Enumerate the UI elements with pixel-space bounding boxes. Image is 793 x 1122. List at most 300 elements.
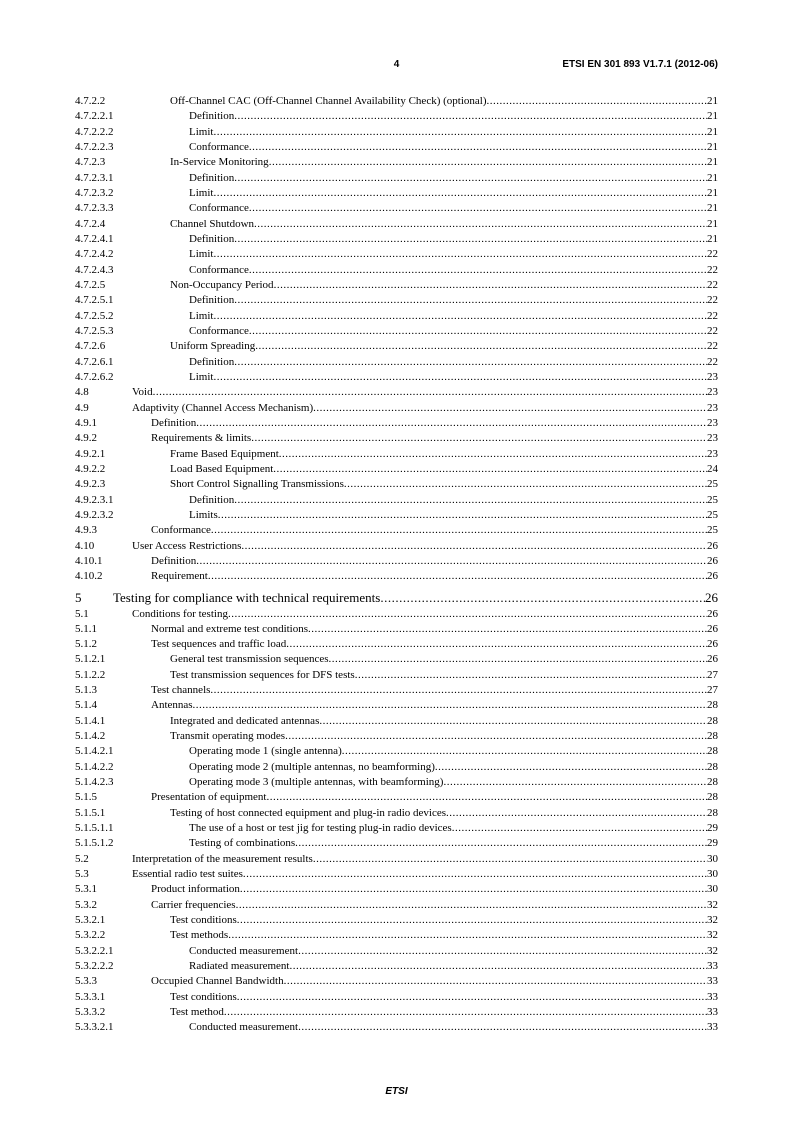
toc-dot-leader: [153, 385, 707, 400]
toc-entry-number: 5.3.3: [75, 975, 97, 988]
table-of-contents: [75, 94, 718, 1036]
toc-entry-page: 22: [707, 324, 718, 337]
toc-entry[interactable]: [75, 554, 718, 569]
toc-dot-leader: [193, 698, 707, 713]
toc-entry-page: 28: [707, 730, 718, 743]
toc-entry-title: Presentation of equipment: [151, 791, 267, 804]
toc-dot-leader: [241, 539, 707, 554]
toc-entry-title: Testing of combinations: [189, 837, 296, 850]
toc-entry-number: 4.7.2.3.2: [75, 186, 114, 199]
toc-entry-title: Test methods: [170, 929, 229, 942]
toc-entry-title: Antennas: [151, 699, 193, 712]
toc-entry-page: 33: [707, 1021, 718, 1034]
toc-entry[interactable]: [75, 493, 718, 508]
toc-entry-title: Essential radio test suites: [132, 868, 243, 881]
toc-entry-title: Definition: [189, 355, 235, 368]
toc-entry-page: 21: [707, 232, 718, 245]
toc-dot-leader: [249, 201, 707, 216]
toc-entry-title: Test conditions: [170, 914, 237, 927]
toc-dot-leader: [236, 898, 707, 913]
toc-dot-leader: [213, 309, 707, 324]
toc-dot-leader: [319, 714, 707, 729]
toc-entry-number: 4.7.2.3.3: [75, 202, 114, 215]
toc-entry-page: 22: [707, 355, 718, 368]
toc-entry-page: 22: [707, 309, 718, 322]
toc-entry-page: 29: [707, 822, 718, 835]
toc-entry-number: 4.9.2.3.1: [75, 493, 114, 506]
toc-dot-leader: [208, 569, 707, 584]
toc-entry-title: Short Control Signalling Transmissions: [170, 478, 344, 491]
toc-dot-leader: [284, 974, 707, 989]
toc-entry-number: 4.10: [75, 539, 95, 552]
toc-dot-leader: [446, 806, 707, 821]
toc-entry[interactable]: [75, 339, 718, 354]
toc-entry[interactable]: [75, 668, 718, 683]
toc-entry-page: 23: [707, 401, 718, 414]
toc-entry-number: 4.7.2.3: [75, 156, 106, 169]
toc-entry-number: 5.1.5.1.1: [75, 822, 114, 835]
toc-dot-leader: [210, 683, 707, 698]
toc-entry-title: Void: [132, 386, 153, 399]
toc-entry[interactable]: [75, 109, 718, 124]
toc-entry-page: 28: [707, 791, 718, 804]
toc-entry-title: Definition: [189, 171, 235, 184]
toc-entry-title: Definition: [189, 493, 235, 506]
toc-entry-page: 30: [707, 852, 718, 865]
toc-entry-number: 5.1.4: [75, 699, 97, 712]
toc-dot-leader: [234, 355, 707, 370]
toc-entry[interactable]: [75, 217, 718, 232]
toc-entry-page: 22: [707, 294, 718, 307]
toc-entry-title: Limit: [189, 248, 214, 261]
toc-entry-title: Operating mode 1 (single antenna): [189, 745, 342, 758]
toc-entry[interactable]: [75, 232, 718, 247]
toc-entry-number: 4.7.2.4.3: [75, 263, 114, 276]
toc-entry-page: 33: [707, 990, 718, 1003]
toc-dot-leader: [234, 171, 707, 186]
toc-entry-page: 23: [707, 370, 718, 383]
toc-entry-title: Test method: [170, 1006, 224, 1019]
toc-entry-number: 4.7.2.2: [75, 95, 106, 107]
toc-entry-title: Definition: [189, 110, 235, 123]
toc-entry-title: Integrated and dedicated antennas: [170, 714, 320, 727]
toc-entry-title: Requirements & limits: [151, 432, 252, 445]
toc-entry-page: 23: [707, 447, 718, 460]
toc-entry[interactable]: [75, 867, 718, 882]
toc-entry[interactable]: [75, 247, 718, 262]
toc-dot-leader: [213, 186, 707, 201]
toc-dot-leader: [452, 821, 707, 836]
toc-entry-title: Limit: [189, 309, 214, 322]
toc-entry[interactable]: [75, 309, 718, 324]
toc-entry-page: 28: [707, 806, 718, 819]
toc-entry-title: In-Service Monitoring: [170, 156, 269, 169]
toc-entry[interactable]: [75, 94, 718, 109]
toc-entry-title: The use of a host or test jig for testing plug-in radio devices: [189, 822, 452, 835]
toc-entry-page: 21: [707, 217, 718, 230]
toc-entry-page: 22: [707, 248, 718, 261]
toc-dot-leader: [342, 744, 707, 759]
footer-etsi: ETSI: [385, 1086, 408, 1097]
toc-dot-leader: [254, 217, 707, 232]
toc-entry[interactable]: [75, 990, 718, 1005]
toc-entry-number: 5: [75, 589, 82, 605]
toc-entry-title: Requirement: [151, 570, 208, 583]
toc-dot-leader: [298, 944, 707, 959]
toc-entry[interactable]: [75, 201, 718, 216]
toc-entry[interactable]: [75, 852, 718, 867]
toc-dot-leader: [240, 882, 707, 897]
toc-entry-number: 5.3.2.2.1: [75, 944, 114, 957]
toc-entry-number: 4.9.2.3.2: [75, 508, 114, 521]
toc-entry[interactable]: [75, 944, 718, 959]
toc-dot-leader: [234, 109, 707, 124]
toc-entry[interactable]: [75, 401, 718, 416]
toc-entry[interactable]: [75, 698, 718, 713]
toc-entry-title: Conditions for testing: [132, 607, 228, 620]
toc-dot-leader: [435, 760, 707, 775]
toc-entry[interactable]: [75, 1020, 718, 1035]
toc-entry[interactable]: [75, 607, 718, 622]
toc-dot-leader: [213, 247, 707, 262]
toc-entry-title: Limit: [189, 370, 214, 383]
toc-entry-number: 5.1.5.1: [75, 806, 106, 819]
toc-entry[interactable]: [75, 477, 718, 492]
toc-dot-leader: [313, 852, 707, 867]
toc-entry[interactable]: [75, 714, 718, 729]
toc-entry-page: 32: [707, 914, 718, 927]
toc-entry[interactable]: [75, 125, 718, 140]
toc-dot-leader: [285, 729, 707, 744]
toc-entry[interactable]: [75, 171, 718, 186]
toc-dot-leader: [218, 508, 707, 523]
toc-entry-title: Carrier frequencies: [151, 898, 236, 911]
toc-entry[interactable]: [75, 324, 718, 339]
toc-entry-number: 4.7.2.5.2: [75, 309, 114, 322]
toc-entry-page: 33: [707, 1006, 718, 1019]
toc-dot-leader: [298, 1020, 707, 1035]
toc-entry-page: 21: [707, 125, 718, 138]
toc-entry-title: Definition: [189, 232, 235, 245]
toc-entry[interactable]: [75, 913, 718, 928]
toc-entry[interactable]: [75, 155, 718, 170]
toc-dot-leader: [228, 928, 707, 943]
toc-entry-page: 28: [707, 776, 718, 789]
toc-entry-page: 21: [707, 171, 718, 184]
toc-entry-number: 5.1: [75, 607, 89, 620]
toc-entry-page: 28: [707, 714, 718, 727]
toc-entry-title: Limit: [189, 186, 214, 199]
toc-entry[interactable]: [75, 821, 718, 836]
toc-dot-leader: [243, 867, 707, 882]
toc-entry-title: Definition: [151, 416, 197, 429]
toc-dot-leader: [329, 652, 707, 667]
toc-dot-leader: [355, 668, 707, 683]
toc-entry-title: Non-Occupancy Period: [170, 278, 274, 291]
toc-entry-title: Conducted measurement: [189, 944, 299, 957]
toc-entry-page: 26: [707, 622, 718, 635]
toc-entry[interactable]: [75, 569, 718, 584]
toc-entry-number: 5.1.3: [75, 684, 97, 697]
toc-entry-page: 30: [707, 883, 718, 896]
toc-entry-number: 5.1.5.1.2: [75, 837, 114, 850]
toc-entry-number: 4.7.2.4: [75, 217, 106, 230]
toc-dot-leader: [313, 401, 707, 416]
toc-dot-leader: [286, 637, 707, 652]
toc-entry-title: Uniform Spreading: [170, 340, 256, 353]
toc-entry-number: 5.1.2.2: [75, 668, 106, 681]
toc-dot-leader: [274, 278, 707, 293]
toc-entry-number: 4.10.1: [75, 554, 103, 567]
toc-entry-page: 21: [707, 140, 718, 153]
toc-entry[interactable]: [75, 882, 718, 897]
toc-entry-number: 5.3.2: [75, 898, 97, 911]
toc-entry-page: 22: [707, 263, 718, 276]
toc-dot-leader: [234, 232, 707, 247]
toc-entry[interactable]: [75, 186, 718, 201]
toc-entry-title: Adaptivity (Channel Access Mechanism): [132, 401, 314, 414]
toc-entry-title: Off-Channel CAC (Off-Channel Channel Availability Check) (optional): [170, 95, 487, 107]
toc-dot-leader: [344, 477, 707, 492]
toc-entry[interactable]: [75, 508, 718, 523]
toc-entry-title: Testing for compliance with technical requirements: [113, 589, 381, 605]
toc-entry-page: 21: [707, 110, 718, 123]
toc-entry-number: 4.7.2.4.1: [75, 232, 114, 245]
toc-entry-number: 4.7.2.5.1: [75, 294, 114, 307]
toc-entry-page: 26: [707, 653, 718, 666]
toc-dot-leader: [249, 140, 707, 155]
toc-entry[interactable]: [75, 836, 718, 851]
toc-entry-page: 27: [707, 684, 718, 697]
toc-entry-page: 26: [707, 607, 718, 620]
toc-entry-number: 4.7.2.3.1: [75, 171, 114, 184]
toc-entry-number: 4.9.1: [75, 416, 97, 429]
toc-entry-title: Conformance: [189, 324, 249, 337]
toc-entry-title: Definition: [189, 294, 235, 307]
toc-dot-leader: [308, 622, 707, 637]
toc-entry-title: Limit: [189, 125, 214, 138]
toc-entry-number: 4.10.2: [75, 570, 103, 583]
toc-entry[interactable]: [75, 974, 718, 989]
toc-entry-number: 4.7.2.6.2: [75, 370, 114, 383]
toc-entry[interactable]: [75, 652, 718, 667]
toc-entry-page: 23: [707, 432, 718, 445]
toc-entry-page: 21: [707, 95, 718, 107]
toc-entry[interactable]: [75, 263, 718, 278]
toc-entry-page: 30: [707, 868, 718, 881]
toc-entry[interactable]: [75, 806, 718, 821]
toc-entry-page: 22: [707, 278, 718, 291]
toc-dot-leader: [295, 836, 707, 851]
toc-dot-leader: [234, 293, 707, 308]
toc-dot-leader: [279, 447, 707, 462]
toc-entry[interactable]: [75, 1005, 718, 1020]
toc-entry-page: 33: [707, 975, 718, 988]
toc-entry-title: Channel Shutdown: [170, 217, 255, 230]
toc-entry-number: 5.1.4.2: [75, 730, 106, 743]
toc-entry-number: 5.3: [75, 868, 89, 881]
toc-dot-leader: [269, 155, 707, 170]
toc-entry-title: General test transmission sequences: [170, 653, 329, 666]
toc-entry-number: 4.9.2: [75, 432, 97, 445]
toc-dot-leader: [443, 775, 707, 790]
toc-entry-title: Transmit operating modes: [170, 730, 286, 743]
toc-entry-number: 5.1.4.2.3: [75, 776, 114, 789]
toc-entry-number: 4.8: [75, 386, 89, 399]
toc-entry-page: 28: [707, 760, 718, 773]
toc-dot-leader: [290, 959, 708, 974]
toc-entry-page: 25: [707, 493, 718, 506]
toc-dot-leader: [251, 431, 707, 446]
toc-dot-leader: [249, 263, 707, 278]
toc-dot-leader: [234, 493, 707, 508]
toc-dot-leader: [249, 324, 707, 339]
toc-entry[interactable]: [75, 588, 718, 607]
toc-entry-title: Operating mode 3 (multiple antennas, with beamforming): [189, 776, 444, 789]
toc-entry[interactable]: [75, 431, 718, 446]
toc-dot-leader: [266, 790, 707, 805]
toc-entry-number: 4.9: [75, 401, 89, 414]
toc-entry-number: 4.7.2.2.1: [75, 110, 114, 123]
toc-dot-leader: [213, 125, 707, 140]
toc-entry-title: Normal and extreme test conditions: [151, 622, 309, 635]
toc-entry[interactable]: [75, 140, 718, 155]
toc-entry[interactable]: [75, 523, 718, 538]
toc-entry-title: Test transmission sequences for DFS tests: [170, 668, 355, 681]
toc-entry[interactable]: [75, 370, 718, 385]
toc-entry-page: 26: [707, 554, 718, 567]
toc-entry[interactable]: [75, 898, 718, 913]
toc-entry-number: 4.9.2.3: [75, 478, 106, 491]
toc-entry[interactable]: [75, 293, 718, 308]
toc-entry-title: Interpretation of the measurement results: [132, 852, 313, 865]
toc-entry-title: Testing of host connected equipment and plug-in radio devices: [170, 806, 446, 819]
toc-dot-leader: [196, 554, 707, 569]
toc-entry-page: 24: [707, 462, 718, 475]
toc-entry-number: 5.3.3.2.1: [75, 1021, 114, 1034]
toc-entry-page: 23: [707, 386, 718, 399]
toc-entry-number: 5.1.4.1: [75, 714, 106, 727]
toc-dot-leader: [228, 607, 707, 622]
toc-entry-page: 32: [707, 898, 718, 911]
toc-entry-number: 5.3.1: [75, 883, 97, 896]
toc-entry-title: Occupied Channel Bandwidth: [151, 975, 284, 988]
toc-entry-number: 5.1.4.2.2: [75, 760, 114, 773]
toc-entry[interactable]: [75, 539, 718, 554]
toc-entry-number: 5.3.2.1: [75, 914, 106, 927]
toc-entry-number: 5.1.4.2.1: [75, 745, 114, 758]
toc-entry-page: 29: [707, 837, 718, 850]
toc-entry[interactable]: [75, 462, 718, 477]
toc-entry[interactable]: [75, 637, 718, 652]
toc-dot-leader: [224, 1005, 707, 1020]
toc-entry-number: 4.9.2.2: [75, 462, 106, 475]
toc-entry-page: 27: [707, 668, 718, 681]
toc-entry[interactable]: [75, 959, 718, 974]
toc-entry-page: 25: [707, 508, 718, 521]
toc-entry-page: 28: [707, 699, 718, 712]
toc-dot-leader: [213, 370, 707, 385]
toc-entry-number: 5.1.2.1: [75, 653, 106, 666]
toc-entry-number: 4.7.2.5.3: [75, 324, 114, 337]
toc-entry-page: 26: [707, 539, 718, 552]
toc-entry-title: Conducted measurement: [189, 1021, 299, 1034]
toc-entry-page: 25: [707, 524, 718, 537]
toc-entry-title: Conformance: [189, 263, 249, 276]
page-number: 4: [393, 59, 400, 70]
toc-entry[interactable]: [75, 622, 718, 637]
toc-entry[interactable]: [75, 928, 718, 943]
toc-entry[interactable]: [75, 683, 718, 698]
toc-entry-page: 28: [707, 745, 718, 758]
toc-entry-page: 25: [707, 478, 718, 491]
toc-entry-number: 5.1.1: [75, 622, 97, 635]
toc-entry[interactable]: [75, 790, 718, 805]
toc-entry[interactable]: [75, 775, 718, 790]
toc-dot-leader: [380, 588, 705, 607]
toc-entry[interactable]: [75, 385, 718, 400]
toc-entry-title: Conformance: [151, 524, 211, 537]
toc-entry-title: Frame Based Equipment: [170, 447, 279, 460]
toc-entry-number: 5.1.5: [75, 791, 97, 804]
toc-entry-page: 23: [707, 416, 718, 429]
toc-entry-title: Test conditions: [170, 990, 237, 1003]
toc-entry-number: 4.7.2.4.2: [75, 248, 114, 261]
document-title: ETSI EN 301 893 V1.7.1 (2012-06): [562, 59, 718, 70]
toc-dot-leader: [237, 913, 707, 928]
toc-entry-title: Load Based Equipment: [170, 462, 274, 475]
toc-dot-leader: [255, 339, 707, 354]
toc-entry-page: 26: [707, 570, 718, 583]
toc-entry-number: 4.7.2.6.1: [75, 355, 114, 368]
toc-entry-title: User Access Restrictions: [132, 539, 242, 552]
toc-entry-title: Conformance: [189, 140, 249, 153]
toc-entry-page: 32: [707, 929, 718, 942]
toc-entry-number: 5.3.2.2.2: [75, 960, 114, 973]
toc-entry-page: 26: [707, 638, 718, 651]
toc-entry-number: 5.3.3.1: [75, 990, 106, 1003]
toc-entry[interactable]: [75, 355, 718, 370]
toc-entry-page: 22: [707, 340, 718, 353]
toc-dot-leader: [487, 94, 708, 109]
toc-entry-page: 26: [705, 589, 718, 605]
toc-entry-number: 4.7.2.5: [75, 278, 106, 291]
toc-entry-page: 21: [707, 186, 718, 199]
toc-entry-title: Test channels: [151, 684, 211, 697]
toc-dot-leader: [237, 990, 707, 1005]
toc-entry-number: 5.2: [75, 852, 89, 865]
toc-entry-number: 5.1.2: [75, 638, 97, 651]
toc-entry-page: 21: [707, 202, 718, 215]
toc-entry[interactable]: [75, 760, 718, 775]
toc-entry-title: Operating mode 2 (multiple antennas, no beamforming): [189, 760, 435, 773]
toc-entry[interactable]: [75, 278, 718, 293]
toc-entry-title: Limits: [189, 508, 218, 521]
toc-dot-leader: [196, 416, 707, 431]
toc-dot-leader: [211, 523, 707, 538]
toc-entry[interactable]: [75, 744, 718, 759]
toc-entry-number: 5.3.2.2: [75, 929, 106, 942]
toc-entry-title: Definition: [151, 554, 197, 567]
toc-entry[interactable]: [75, 416, 718, 431]
toc-entry-title: Radiated measurement: [189, 960, 290, 973]
toc-dot-leader: [273, 462, 707, 477]
toc-entry-title: Product information: [151, 883, 240, 896]
toc-entry-number: 4.7.2.6: [75, 340, 106, 353]
toc-entry[interactable]: [75, 447, 718, 462]
toc-entry[interactable]: [75, 729, 718, 744]
toc-entry-page: 32: [707, 944, 718, 957]
